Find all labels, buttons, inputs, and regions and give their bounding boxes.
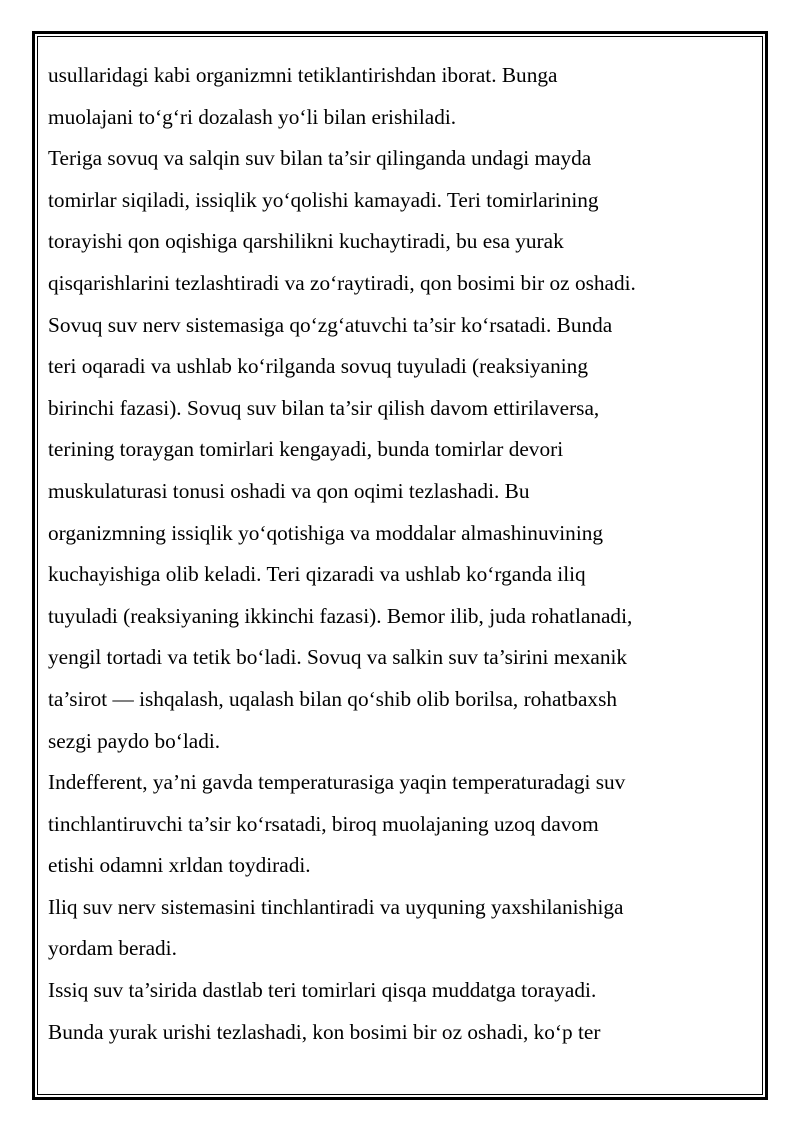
text-line: yordam beradi.: [48, 936, 177, 961]
text-line: ta’sirot — ishqalash, uqalash bilan qo‘shib olib borilsa, rohatbaxsh: [48, 686, 618, 711]
text-line: Sovuq suv nerv sistemasiga qo‘zg‘atuvchi ta’sir ko‘rsatadi. Bunda: [48, 312, 613, 337]
text-line: Issiq suv ta’sirida dastlab teri tomirlari qisqa muddatga torayadi.: [48, 978, 597, 1003]
text-line: tuyuladi (reaksiyaning ikkinchi fazasi). Bemor ilib, juda rohatlanadi,: [48, 603, 633, 628]
text-line: etishi odamni xrldan toydiradi.: [48, 853, 311, 878]
text-line: qisqarishlarini tezlashtiradi va zo‘raytiradi, qon bosimi bir oz oshadi.: [48, 270, 636, 295]
text-line: Iliq suv nerv sistemasini tinchlantiradi va uyquning yaxshilanishiga: [48, 894, 624, 919]
text-line: kuchayishiga olib keladi. Teri qizaradi va ushlab ko‘rganda iliq: [48, 562, 586, 587]
text-line: Teriga sovuq va salqin suv bilan ta’sir qilinganda undagi mayda: [48, 146, 592, 171]
text-line: usullaridagi kabi organizmni tetiklantirishdan iborat. Bunga: [48, 63, 558, 87]
text-line: tinchlantiruvchi ta’sir ko‘rsatadi, biroq muolajaning uzoq davom: [48, 811, 599, 836]
text-line: sezgi paydo bo‘ladi.: [48, 728, 221, 753]
text-line: Bunda yurak urishi tezlashadi, kon bosimi bir oz oshadi, ko‘p ter: [48, 1019, 601, 1044]
text-line: tomirlar siqiladi, issiqlik yo‘qolishi kamayadi. Teri tomirlarining: [48, 187, 599, 212]
text-line: yengil tortadi va tetik bo‘ladi. Sovuq va salkin suv ta’sirini mexanik: [48, 645, 628, 670]
text-line: teri oqaradi va ushlab ko‘rilganda sovuq tuyuladi (reaksiyaning: [48, 354, 588, 379]
document-body: [48, 55, 748, 1053]
text-line: organizmning issiqlik yo‘qotishiga va moddalar almashinuvining: [48, 520, 604, 545]
text-line: terining toraygan tomirlari kengayadi, bunda tomirlar devori: [48, 437, 564, 462]
text-line: muskulaturasi tonusi oshadi va qon oqimi tezlashadi. Bu: [48, 478, 530, 503]
text-line: torayishi qon oqishiga qarshilikni kuchaytiradi, bu esa yurak: [48, 229, 564, 254]
text-line: birinchi fazasi). Sovuq suv bilan ta’sir qilish davom ettirilaversa,: [48, 395, 600, 420]
text-line: Indefferent, ya’ni gavda temperaturasiga yaqin temperaturadagi suv: [48, 770, 626, 795]
text-line: muolajani to‘g‘ri dozalash yo‘li bilan erishiladi.: [48, 104, 457, 129]
